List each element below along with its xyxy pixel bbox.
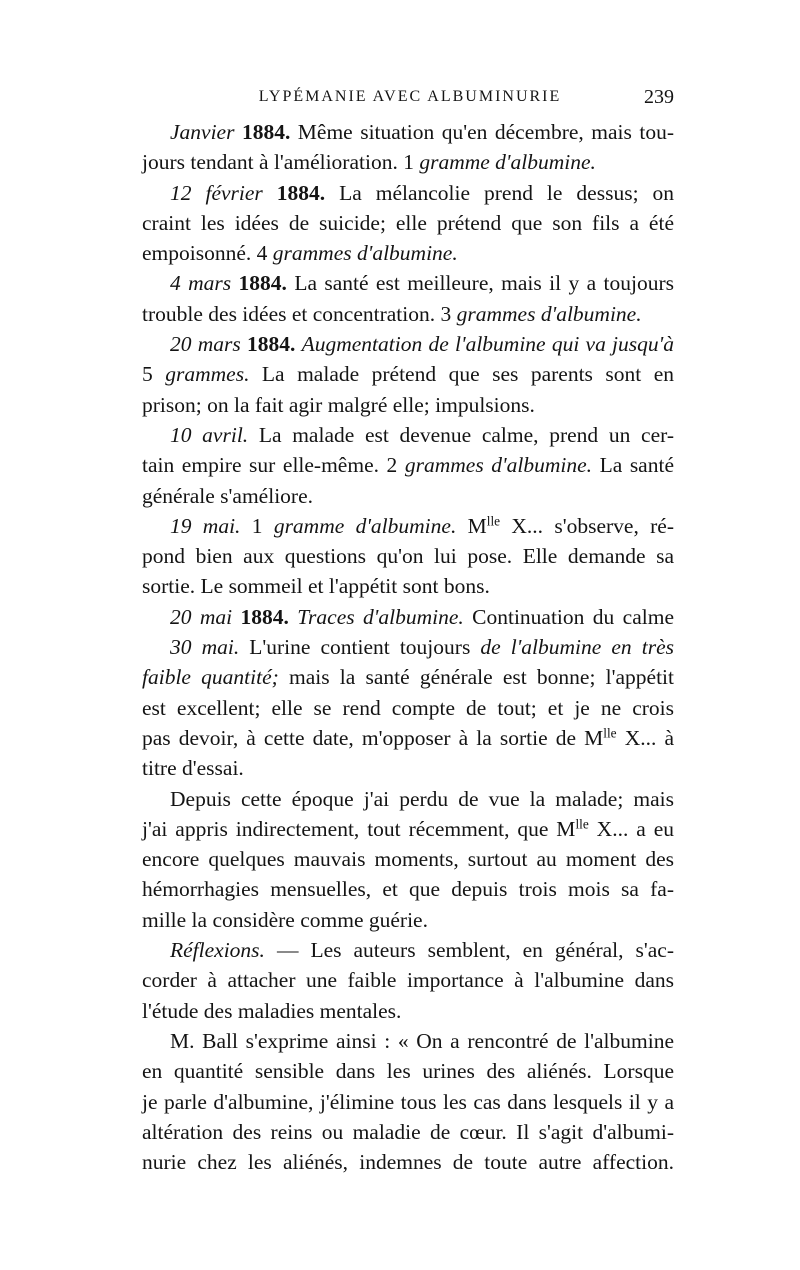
entry-date: 10 avril. [170,422,249,447]
italic-run: grammes d'albumine. [272,241,458,266]
page-number: 239 [644,86,674,108]
italic-run: faible quantité; [142,665,279,690]
entry-date: 12 février [170,180,263,205]
superscript: lle [575,816,589,832]
text-run: La santé [592,453,674,478]
entry-fevrier-line-2: craint les idées de suicide; elle prétend que son fils a été [142,210,674,235]
entry-date: 4 mars [170,271,232,296]
running-head [142,88,674,118]
text-run: — Les auteurs semblent, en général, s'ac- [264,938,674,963]
entry-fevrier-line-1 [142,178,674,208]
para-reflexions-line-2: corder à attacher une faible importance à l'albumine dans [142,968,674,993]
entry-date: 20 mai [170,604,233,629]
para-ball-line-1: M. Ball s'exprime ainsi : « On a rencontré de l'albumine [170,1028,674,1053]
entry-year: 1884. [240,332,302,357]
italic-run: Traces d'albumine. [297,604,464,629]
entry-year: 1884. [262,180,340,205]
entry-mai30-line-3: est excellent; elle se rend compte de tout; et je ne crois [142,695,674,720]
para-depuis-line-1: Depuis cette époque j'ai perdu de vue la malade; mais [170,786,674,811]
entry-mars20-line-1 [142,329,674,359]
text-run: X... s'observe, ré- [500,513,675,538]
para-ball-line-3: je parle d'albumine, j'élimine tous les cas dans lesquels il y a [142,1089,674,1114]
entry-avril-line-2 [142,450,674,480]
entry-mai30-line-4 [142,723,674,753]
entry-janvier-line-2 [142,147,674,177]
superscript: lle [486,513,501,529]
entry-mai20-line-1 [142,602,674,632]
text-run: jours tendant à l'amélioration. 1 [142,150,420,175]
entry-date: Janvier [170,120,235,144]
entry-avril-line-1 [142,420,674,450]
entry-janvier-line-1 [142,117,674,147]
entry-mai30-line-5: titre d'essai. [142,756,244,781]
superscript: lle [603,725,617,741]
entry-date: 30 mai. [170,635,240,660]
text-run: Continuation du calme [463,604,674,629]
text-run: Même situation qu'en décembre, mais tou- [297,120,674,144]
italic-run: Augmentation de l'albumine qui va jusqu'à [301,332,674,357]
text-run: trouble des idées et concentration. 3 [142,301,457,326]
para-depuis-line-3: encore quelques mauvais moments, surtout au moment des [142,847,674,872]
entry-date: 19 mai. [170,513,241,538]
text-run: empoisonné. 4 [142,241,273,266]
text-run: pas devoir, à cette date, m'opposer à la sortie de M [142,725,604,750]
entry-year: 1884. [231,271,295,296]
italic-run: grammes d'albumine. [404,453,593,478]
para-depuis-line-4: hémorrhagies mensuelles, et que depuis trois mois sa fa- [142,877,674,902]
body-text [142,117,674,1177]
para-depuis-line-5: mille la considère comme guérie. [142,907,428,932]
entry-mai19-line-3: sortie. Le sommeil et l'appétit sont bons. [142,574,490,599]
entry-mars4-line-2 [142,299,674,329]
entry-mai30-line-2 [142,662,674,692]
entry-mars20-line-2 [142,359,674,389]
italic-run: grammes d'albumine. [456,301,642,326]
text-run: 5 [142,362,166,387]
entry-avril-line-3: générale s'améliore. [142,483,314,508]
para-reflexions-line-1 [142,935,674,965]
italic-run: gramme d'albumine. [273,513,457,538]
para-depuis-line-2 [142,814,674,844]
para-ball-line-5: nurie chez les aliénés, indemnes de toute autre affection. [142,1150,674,1175]
text-run: X... à [616,725,674,750]
text-run: La malade est devenue calme, prend un cer- [248,422,675,447]
italic-run: de l'albumine en très [480,635,674,660]
italic-run: gramme d'albumine. [419,150,596,175]
text-run: 1 [240,513,274,538]
entry-mai19-line-2: pond bien aux questions qu'on lui pose. Elle demande sa [142,544,674,569]
entry-mars4-line-1 [142,268,674,298]
para-ball-line-4: altération des reins ou maladie de cœur. Il s'agit d'albumi- [142,1119,674,1144]
text-run: mais la santé générale est bonne; l'appétit [278,665,674,690]
text-run: j'ai appris indirectement, tout récemment, que M [142,816,576,841]
text-run: La santé est meilleure, mais il y a toujours [294,271,675,296]
entry-year: 1884. [232,604,298,629]
entry-mars20-line-3: prison; on la fait agir malgré elle; impulsions. [142,392,535,417]
entry-year: 1884. [234,120,298,144]
text-run: X... a eu [588,816,674,841]
italic-run: grammes. [165,362,250,387]
italic-run: Réflexions. [170,938,265,963]
entry-mai30-line-1 [142,632,674,662]
entry-mai19-line-1 [142,511,674,541]
para-reflexions-line-3: l'étude des maladies mentales. [142,998,402,1023]
text-run: La malade prétend que ses parents sont en [249,362,675,387]
entry-fevrier-line-3 [142,238,674,268]
text-run: L'urine contient toujours [239,635,481,660]
text-run: La mélancolie prend le dessus; on [339,180,675,205]
text-run: tain empire sur elle-même. 2 [142,453,405,478]
running-title: LYPÉMANIE AVEC ALBUMINURIE [258,88,562,105]
para-ball-line-2: en quantité sensible dans les urines des aliénés. Lorsque [142,1059,674,1084]
entry-date: 20 mars [170,332,241,357]
text-run: M [456,513,487,538]
